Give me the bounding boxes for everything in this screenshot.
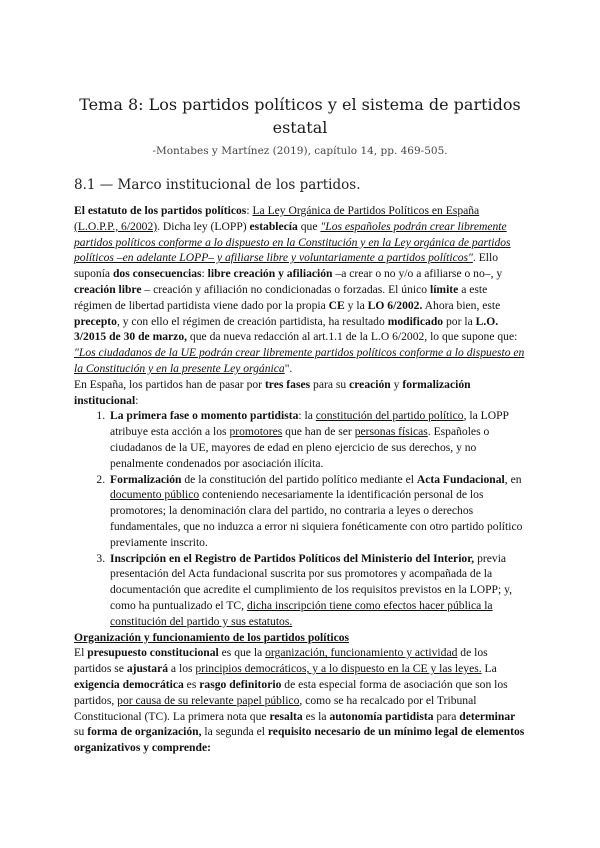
quote-ue: "Los ciudadanos de la UE podrán crear libremente partidos políticos conforme a lo dispuesto en la Constitución y en la presente Ley orgánica — [74, 346, 525, 375]
lead-term: El estatuto de los partidos políticos — [74, 204, 247, 217]
document-body — [74, 203, 526, 756]
page-subtitle: -Montabes y Martínez (2019), capítulo 14, pp. 469-505. — [152, 145, 448, 157]
law-reference: La Ley Orgánica de Partidos Políticos en España (L.O.P.P., 6/2002) — [74, 204, 480, 233]
page-title: Tema 8: Los partidos políticos y el sistema de partidos estatal — [79, 95, 521, 137]
quote-lopp: "Los españoles podrán crear libremente partidos políticos conforme a lo dispuesto en la Constitución y en la Ley orgánica de partidos políticos –en adelante LOPP– y afiliarse libre y voluntariamente a partidos políticos" — [74, 219, 511, 265]
paragraph-fases: En España, los partidos han de pasar por tres fases para su creación y formalización institucional: — [74, 377, 471, 407]
list-item: 3. Inscripción en el Registro de Partidos Políticos del Ministerio del Interior, previa presentación del Acta fundacional suscrita por sus promotores y acompañada de la documentación que acredite el cumplimiento de los requisitos previstos en la LOPP; y, como ha puntualizado el TC, dicha inscripción tiene como efectos hacer pública la constitución del partido y sus estatutos. — [108, 551, 526, 630]
paragraph-organizacion: El presupuesto constitucional es que la organización, funcionamiento y actividad de los partidos se ajustará a los principios democráticos, y a lo dispuesto en la CE y las leyes. La exigencia democrática es rasgo definitorio de esta especial forma de asociación que son los partidos, por causa de su relevante papel público, como se ha recalcado por el Tribunal Constitucional (TC). La primera nota que resalta es la autonomía partidista para determinar su forma de organización, la segunda el requisito necesario de un mínimo legal de elementos organizativos y comprende: — [74, 646, 525, 755]
section-heading-organizacion: Organización y funcionamiento de los partidos políticos — [74, 630, 350, 644]
section-title: 8.1 — Marco institucional de los partidos. — [74, 177, 361, 193]
phases-list — [74, 408, 526, 629]
list-item: 1. La primera fase o momento partidista: la constitución del partido político, la LOPP atribuye esta acción a los promotores que han de ser personas físicas. Españoles o ciudadanos de la UE, mayores de edad en pleno ejercicio de sus derechos, y no penalmente condenados por asociación ilícita. — [108, 408, 526, 471]
paragraph-estatuto: El estatuto de los partidos políticos: La Ley Orgánica de Partidos Políticos en España (L.O.P.P., 6/2002). Dicha ley (LOPP) establecía que "Los españoles podrán crear libremente partidos políticos conforme a lo dispuesto en la Constitución y en la Ley orgánica de partidos políticos –en adelante LOPP– y afiliarse libre y voluntariamente a partidos políticos". Ello suponía dos consecuencias: libre creación y afiliación –a crear o no y/o a afiliarse o no–, y creación libre – creación y afiliación no condicionadas o forzadas. El único límite a este régimen de libertad partidista viene dado por la propia CE y la LO 6/2002. Ahora bien, este precepto, y con ello el régimen de creación partidista, ha resultado modificado por la L.O. 3/2015 de 30 de marzo, que da nueva redacción al art.1.1 de la L.O 6/2002, lo que supone que: "Los ciudadanos de la UE podrán crear libremente partidos políticos conforme a lo dispuesto en la Constitución y en la presente Ley orgánica". — [74, 204, 525, 375]
list-item: 2. Formalización de la constitución del partido político mediante el Acta Fundacional, en documento público conteniendo necesariamente la identificación personal de los promotores; la denominación clara del partido, no contraria a leyes o derechos fundamentales, que no induzca a error ni siquiera fonéticamente con otro partido político previamente inscrito. — [108, 472, 526, 551]
